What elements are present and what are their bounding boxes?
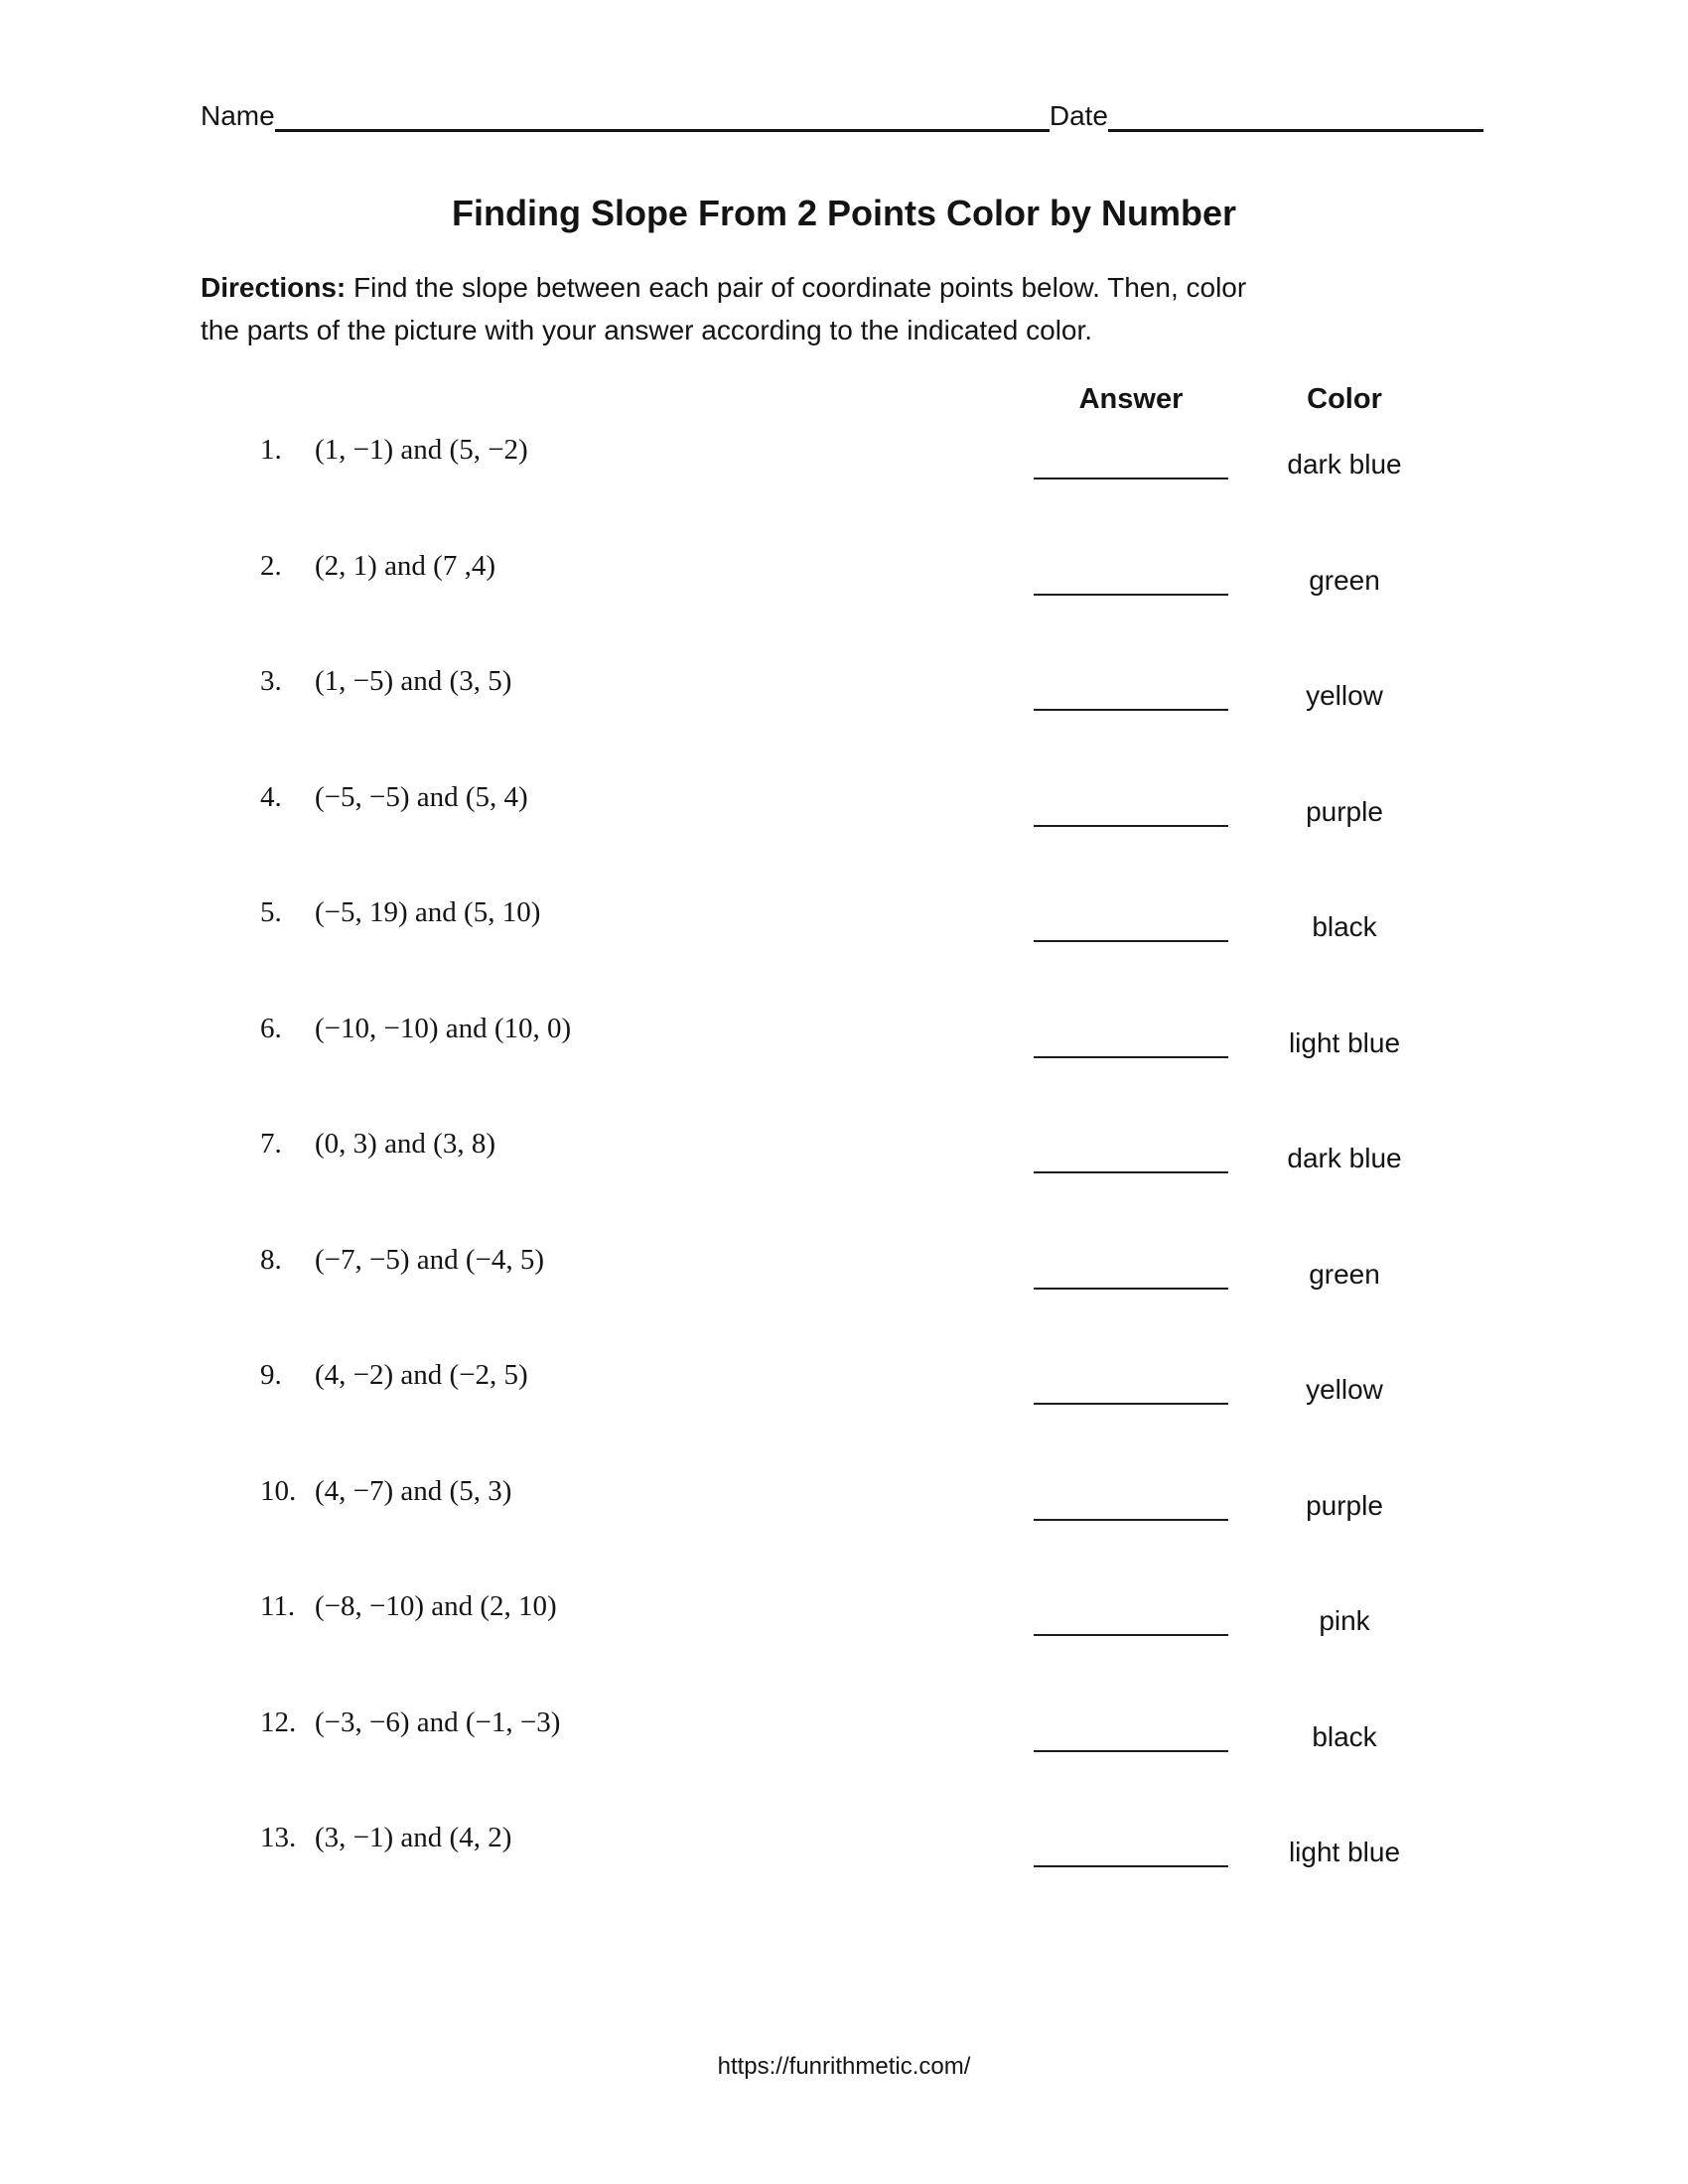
answer-blank[interactable] [1034, 709, 1228, 711]
problem-number: 10. [260, 1475, 297, 1507]
problem-points: (3, −1) and (4, 2) [315, 1822, 512, 1853]
problem-points: (−8, −10) and (2, 10) [315, 1590, 557, 1622]
answer-blank[interactable] [1034, 1056, 1228, 1058]
color-label: green [1309, 565, 1380, 596]
answer-blank[interactable] [1034, 825, 1228, 827]
problem-points: (1, −1) and (5, −2) [315, 434, 528, 466]
problem-row [0, 1126, 1688, 1205]
column-headers [0, 383, 1688, 423]
problem-row [0, 1357, 1688, 1436]
color-label: green [1309, 1259, 1380, 1290]
problem-row [0, 779, 1688, 859]
color-label: purple [1306, 1490, 1383, 1521]
problem-row [0, 548, 1688, 627]
color-label: purple [1306, 796, 1383, 827]
problem-statement [260, 663, 511, 699]
color-label: dark blue [1287, 449, 1402, 479]
date-label: Date [1049, 100, 1108, 131]
problem-statement [260, 894, 540, 930]
problem-number: 6. [260, 1013, 282, 1044]
problem-points: (1, −5) and (3, 5) [315, 665, 512, 697]
problem-row [0, 1588, 1688, 1668]
color-column-header: Color [1307, 383, 1382, 415]
color-label: light blue [1288, 1027, 1401, 1058]
problem-number: 7. [260, 1128, 282, 1160]
problem-number: 11. [260, 1590, 296, 1622]
problem-row [0, 432, 1688, 511]
problem-row [0, 894, 1688, 974]
name-input-line[interactable] [275, 129, 1050, 132]
name-date-row [201, 99, 1483, 133]
problem-statement [260, 1357, 528, 1393]
answer-blank[interactable] [1034, 594, 1228, 596]
problem-number: 5. [260, 896, 282, 928]
worksheet-title: Finding Slope From 2 Points Color by Number [451, 193, 1237, 233]
problem-row [0, 1011, 1688, 1090]
color-label: dark blue [1287, 1143, 1402, 1173]
problem-statement [260, 779, 528, 815]
problem-points: (−10, −10) and (10, 0) [315, 1013, 572, 1044]
color-label: yellow [1306, 680, 1383, 711]
problem-statement [260, 1011, 571, 1046]
problem-number: 8. [260, 1244, 282, 1276]
problem-statement [260, 1242, 544, 1278]
answer-blank[interactable] [1034, 1403, 1228, 1405]
answer-blank[interactable] [1034, 1634, 1228, 1636]
footer-url[interactable]: https://funrithmetic.com/ [717, 2053, 971, 2080]
directions-label: Directions: [201, 272, 347, 303]
directions-line1: Find the slope between each pair of coordinate points below. Then, color [353, 272, 1247, 303]
problem-row [0, 663, 1688, 743]
problem-row [0, 1705, 1688, 1784]
problem-points: (−7, −5) and (−4, 5) [315, 1244, 545, 1276]
directions-line2: the parts of the picture with your answer according to the indicated color. [201, 315, 1093, 345]
problem-points: (2, 1) and (7 ,4) [315, 550, 496, 582]
problem-points: (−5, 19) and (5, 10) [315, 896, 541, 928]
directions-text [201, 266, 1481, 351]
problem-number: 4. [260, 781, 282, 813]
answer-blank[interactable] [1034, 1171, 1228, 1173]
color-label: pink [1319, 1605, 1370, 1636]
problem-statement [260, 1126, 495, 1161]
answer-blank[interactable] [1034, 940, 1228, 942]
problem-number: 2. [260, 550, 282, 582]
date-input-line[interactable] [1108, 129, 1483, 132]
problem-number: 12. [260, 1706, 297, 1738]
problem-points: (4, −7) and (5, 3) [315, 1475, 512, 1507]
problem-statement [260, 1820, 511, 1855]
name-label: Name [201, 100, 275, 131]
problem-statement [260, 1588, 557, 1624]
problem-number: 1. [260, 434, 282, 466]
answer-blank[interactable] [1034, 1519, 1228, 1521]
color-label: black [1312, 1721, 1377, 1752]
answer-column-header: Answer [1078, 383, 1184, 415]
problem-statement [260, 1705, 560, 1740]
problem-points: (−5, −5) and (5, 4) [315, 781, 528, 813]
problem-number: 9. [260, 1359, 282, 1391]
problem-row [0, 1242, 1688, 1321]
answer-blank[interactable] [1034, 478, 1228, 479]
problem-points: (−3, −6) and (−1, −3) [315, 1706, 561, 1738]
answer-blank[interactable] [1034, 1288, 1228, 1290]
problem-row [0, 1820, 1688, 1899]
color-label: yellow [1306, 1374, 1383, 1405]
color-label: black [1312, 911, 1377, 942]
answer-blank[interactable] [1034, 1750, 1228, 1752]
problem-statement [260, 1473, 511, 1509]
problem-statement [260, 432, 528, 468]
problem-row [0, 1473, 1688, 1553]
problem-points: (0, 3) and (3, 8) [315, 1128, 496, 1160]
problem-number: 3. [260, 665, 282, 697]
problem-number: 13. [260, 1822, 297, 1853]
problem-statement [260, 548, 495, 584]
problem-points: (4, −2) and (−2, 5) [315, 1359, 528, 1391]
answer-blank[interactable] [1034, 1865, 1228, 1867]
color-label: light blue [1288, 1837, 1401, 1867]
